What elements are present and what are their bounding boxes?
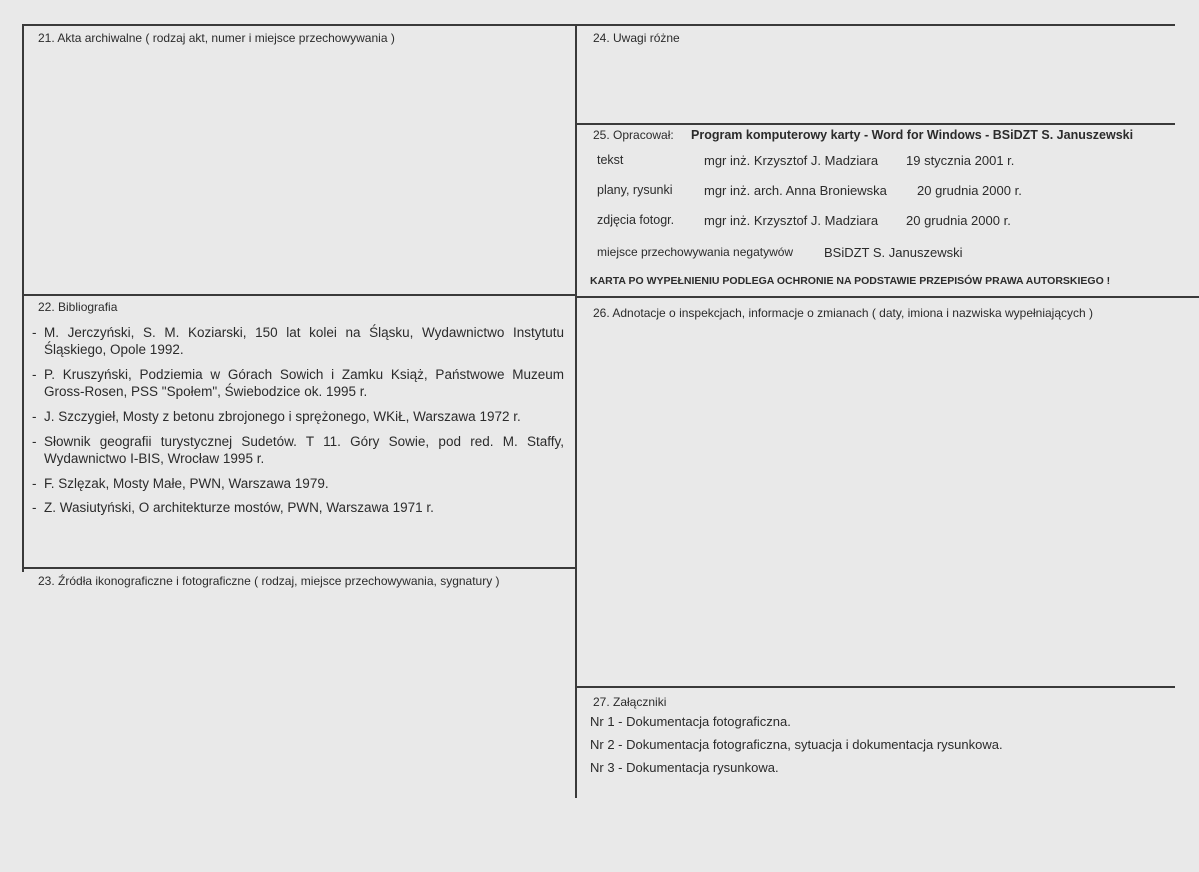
divider-24-25 [577, 123, 1175, 125]
left-border [22, 24, 24, 572]
attachment-item: Nr 1 - Dokumentacja fotograficzna. [590, 714, 791, 729]
section-26-header: 26. Adnotacje o inspekcjach, informacje o zmianach ( daty, imiona i nazwiska wypełniających ) [593, 306, 1094, 320]
list-bullet: - [32, 434, 37, 449]
section-22-header: 22. Bibliografia [38, 300, 118, 314]
section-27-header: 27. Załączniki [593, 695, 667, 709]
list-bullet: - [32, 409, 37, 424]
divider-25-26 [577, 296, 1199, 298]
center-divider [575, 24, 577, 798]
section-23-header: 23. Źródła ikonograficzne i fotograficzne ( rodzaj, miejsce przechowywania, sygnatury ) [38, 574, 500, 588]
author-row-date: 20 grudnia 2000 r. [917, 183, 1022, 198]
divider-26-27 [577, 686, 1175, 688]
bibliography-text: Słownik geografii turystycznej Sudetów. T 11. Góry Sowie, pod red. M. Staffy, Wydawnictwo I-BIS, Wrocław 1995 r. [44, 434, 564, 466]
list-bullet: - [32, 476, 37, 491]
section-24-header: 24. Uwagi różne [593, 31, 680, 45]
author-row-person: mgr inż. arch. Anna Broniewska [704, 183, 887, 198]
author-row-person: mgr inż. Krzysztof J. Madziara [704, 153, 879, 168]
bibliography-item [32, 366, 564, 400]
copyright-notice: KARTA PO WYPEŁNIENIU PODLEGA OCHRONIE NA PODSTAWIE PRZEPISÓW PRAWA AUTORSKIEGO ! [590, 275, 1111, 287]
bibliography-text: Z. Wasiutyński, O architekturze mostów, PWN, Warszawa 1971 r. [44, 500, 434, 515]
negatives-label: miejsce przechowywania negatywów [597, 245, 794, 259]
divider-21-22 [22, 294, 575, 296]
bibliography-text: M. Jerczyński, S. M. Koziarski, 150 lat kolei na Śląsku, Wydawnictwo Instytutu Śląskiego, Opole 1992. [44, 325, 564, 357]
author-row-label: plany, rysunki [597, 183, 673, 197]
bibliography-text: J. Szczygieł, Mosty z betonu zbrojonego i sprężonego, WKiŁ, Warszawa 1972 r. [44, 409, 521, 424]
list-bullet: - [32, 500, 37, 515]
section-25-label: 25. Opracował: [593, 128, 674, 142]
section-21-header: 21. Akta archiwalne ( rodzaj akt, numer i miejsce przechowywania ) [38, 31, 395, 45]
bibliography-item [32, 433, 564, 467]
author-row-date: 20 grudnia 2000 r. [906, 213, 1011, 228]
author-row-date: 19 stycznia 2001 r. [906, 153, 1015, 168]
bibliography-text: F. Szlęzak, Mosty Małe, PWN, Warszawa 1979. [44, 476, 329, 491]
list-bullet: - [32, 367, 37, 382]
author-row-label: zdjęcia fotogr. [597, 213, 675, 227]
top-border [22, 24, 1175, 26]
author-row-person: mgr inż. Krzysztof J. Madziara [704, 213, 879, 228]
attachment-item: Nr 3 - Dokumentacja rysunkowa. [590, 760, 779, 775]
bibliography-text: P. Kruszyński, Podziemia w Górach Sowich i Zamku Książ, Państwowe Muzeum Gross-Rosen, PSS "Społem", Świebodzice ok. 1995 r. [44, 367, 564, 399]
divider-22-23 [22, 567, 575, 569]
program-credit: Program komputerowy karty - Word for Windows - BSiDZT S. Januszewski [691, 128, 1134, 142]
bibliography-item [32, 324, 564, 358]
attachment-item: Nr 2 - Dokumentacja fotograficzna, sytuacja i dokumentacja rysunkowa. [590, 737, 1003, 752]
author-row-label: tekst [597, 153, 624, 167]
list-bullet: - [32, 325, 37, 340]
bibliography-item [32, 499, 564, 516]
bibliography-item [32, 408, 564, 425]
bibliography-item [32, 475, 564, 492]
negatives-value: BSiDZT S. Januszewski [824, 245, 963, 260]
